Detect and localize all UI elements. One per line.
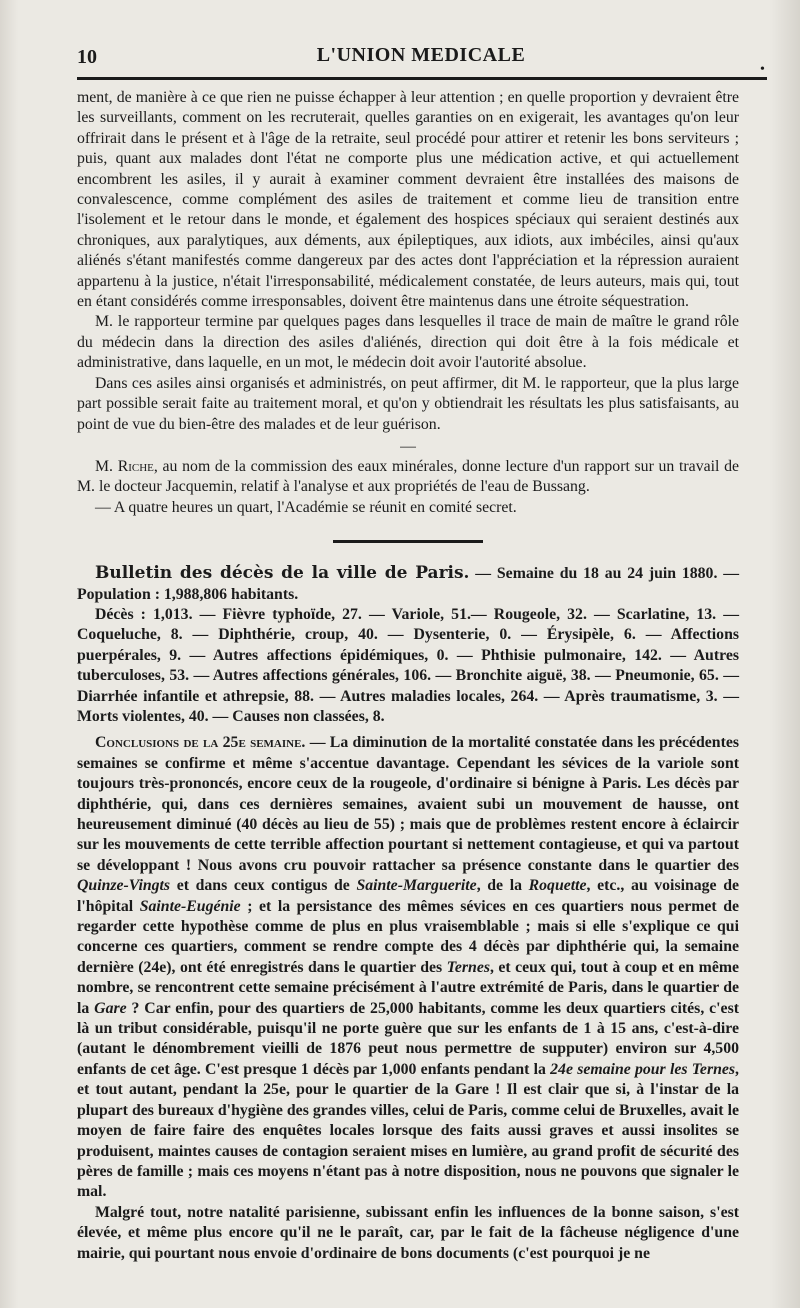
place-sainte-marguerite: Sainte-Marguerite bbox=[356, 877, 477, 895]
paragraph-secret-committee: — A quatre heures un quart, l'Académie se réunit en comité secret. bbox=[95, 498, 517, 516]
paragraph-mineral-waters bbox=[77, 457, 739, 498]
article-body bbox=[77, 88, 739, 1264]
conclusions-paragraph: Conclusions de la 25e semaine. — La diminution de la mortalité constatée dans les précédentes semaines se confirme et même s'accentue davantage. Cependant les sévices de la variole sont toujours très-prononcés, encore ceux de la rougeole, d'ordinaire si bénigne à Paris. Les décès par diphthérie, qui, dans ces dernières semaines, avaient subi un mouvement de hausse, ont heureusement diminué (40 décès au lieu de 55) ; mais que de problèmes restent encore à éclaircir sur les mouvements de cette terrible affection pourtant si nettement contagieuse, et qui va partout se développant ! Nous avons cru pouvoir rattacher sa présence constante dans le quartier des Quinze-Vingts et dans ceux contigus de Sainte-Marguerite, de la Roquette, etc., au voisinage de l'hôpital Sainte-Eugénie ; et la persistance des mêmes sévices en ces quartiers nous permet de regarder cette hypothèse comme de plus en plus vraisemblable ; mais si elle s'explique ce qui concerne ces quartiers, comment se rendre compte des 4 décès par diphthérie qui, la semaine dernière (24e), ont été enregistrés dans le quartier des Ternes, et ceux qui, tout à coup et en même nombre, se rencontrent cette semaine précisément à l'autre extrémité de Paris, dans le quartier de la Gare ? Car enfin, pour des quartiers de 25,000 habitants, comme les deux quartiers cités, c'est là un tribut considérable, puisqu'il ne porte guère que sur les enfants de 1 à 15 ans, c'est-à-dire (autant le dénombrement vieilli de 1876 peut nous permettre de supputer) environ sur 4,500 enfants de cet âge. C'est presque 1 décès par 1,000 enfants pendant la 24e semaine pour les Ternes, et tout autant, pendant la 25e, pour le quartier de la Gare ! Il est clair que si, à l'instar de la plupart des bureaux d'hygiène des grandes villes, celui de Paris, comme celui de Bruxelles, avait le moyen de faire faire des enquêtes locales lorsque des faits aussi graves et aussi insolites se produisent, maintes causes de contagion seraient mises en lumière, au grand profit de sécurité des pères de famille ; mais ces moyens n'étant pas à notre disposition, nous ne pouvons que signaler le mal. bbox=[77, 734, 740, 1201]
section-rule bbox=[333, 540, 483, 543]
paragraph-natalite: Malgré tout, notre natalité parisienne, subissant enfin les influences de la bonne saison, s'est élevée, et même plus encore qu'il ne le paraît, car, par le fait de la fâcheuse négligence d'une mairie, qui pourtant nous envoie d'ordinaire de bons documents (c'est pourquoi je ne bbox=[77, 1203, 739, 1262]
deaths-list: Décès : 1,013. — Fièvre typhoïde, 27. — Variole, 51.— Rougeole, 32. — Scarlatine, 13. — Coqueluche, 8. — Diphthérie, croup, 40. — Dysenterie, 0. — Érysipèle, 6. — Affections puerpérales, 9. — Autres affections épidémiques, 0. — Phthisie pulmonaire, 142. — Autres tuberculoses, 53. — Autres affections générales, 106. — Bronchite aiguë, 38. — Pneumonie, 65. — Diarrhée infantile et athrepsie, 88. — Autres maladies locales, 264. — Après traumatisme, 3. — Morts violentes, 40. — Causes non classées, 8. bbox=[77, 605, 739, 725]
paragraph-rapporteur-conclusion: M. le rapporteur termine par quelques pages dans lesquelles il trace de main de maître le grand rôle du médecin dans la direction des asiles d'aliénés, direction qui doit être à la fois médicale et administrative, dans laquelle, en un mot, le médecin doit avoir l'autorité absolue. bbox=[77, 313, 739, 372]
bulletin-heading bbox=[77, 563, 739, 605]
place-ternes: Ternes bbox=[446, 958, 490, 976]
semaine-ternes: 24e semaine pour les Ternes bbox=[550, 1060, 736, 1078]
paragraph-moral-treatment: Dans ces asiles ainsi organisés et administrés, on peut affirmer, dit M. le rapporteur, que la plus large part possible serait faite au traitement moral, et qu'on y obtiendrait les résultats les plus satisfaisants, au point de vue du bien-être des malades et de leur guérison. bbox=[77, 374, 739, 433]
running-head: L'UNION MEDICALE bbox=[316, 44, 526, 66]
separator-dash: — bbox=[400, 437, 416, 455]
page-header bbox=[77, 42, 765, 72]
paragraph-asylum-organisation: ment, de manière à ce que rien ne puisse échapper à leur attention ; en quelle proportion y devraient être les surveillants, comment on les recruterait, quelles garanties on en exigerait, les avantages qu'on leur offrirait dans le présent et à l'âge de la retraite, seul procédé pour attirer et retenir les bons serviteurs ; puis, quant aux malades dont l'état ne comporte plus une médication active, et qui actuellement encombrent les asiles, il y aurait à examiner comment devraient être installées des maisons de convalescence, comme complément des asiles de traitement et comme lieu de transition entre l'isolement et le retour dans le monde, et également des hospices spéciaux qui seraient destinés aux chroniques, aux paralytiques, aux déments, aux épileptiques, aux idiots, aux imbéciles, ainsi qu'aux aliénés s'étant manifestés comme dangereux par des actes dont l'appréciation et la répression auraient appartenu à la justice, n'était l'irresponsabilité, médicalement constatée, de leurs auteurs, mais qui, tout en étant considérés comme irresponsables, doivent être maintenus dans une étroite séquestration. bbox=[77, 89, 739, 311]
bulletin-intro: — Semaine du 18 au 24 juin 1880. — Population : 1,988,806 habitants. bbox=[77, 565, 739, 603]
paragraph-mineral-waters-text: au nom de la commission des eaux minérales, donne lecture d'un rapport sur un travail de M. le docteur Jacquemin, relatif à l'analyse et aux propriétés de l'eau de Bussang. bbox=[77, 457, 739, 496]
conclusions-label: Conclusions de la 25e semaine. bbox=[95, 734, 306, 752]
header-rule bbox=[77, 77, 767, 80]
bulletin-title: Bulletin des décès de la ville de Paris. bbox=[95, 563, 470, 584]
place-quinze-vingts: Quinze-Vingts bbox=[77, 877, 171, 895]
page-number: 10 bbox=[77, 46, 97, 68]
place-gare: Gare bbox=[94, 999, 127, 1017]
speaker-name: M. Riche, bbox=[95, 457, 158, 475]
place-roquette: Roquette bbox=[528, 877, 587, 895]
place-sainte-eugenie: Sainte-Eugénie bbox=[139, 897, 241, 915]
margin-mark: • bbox=[760, 62, 765, 77]
